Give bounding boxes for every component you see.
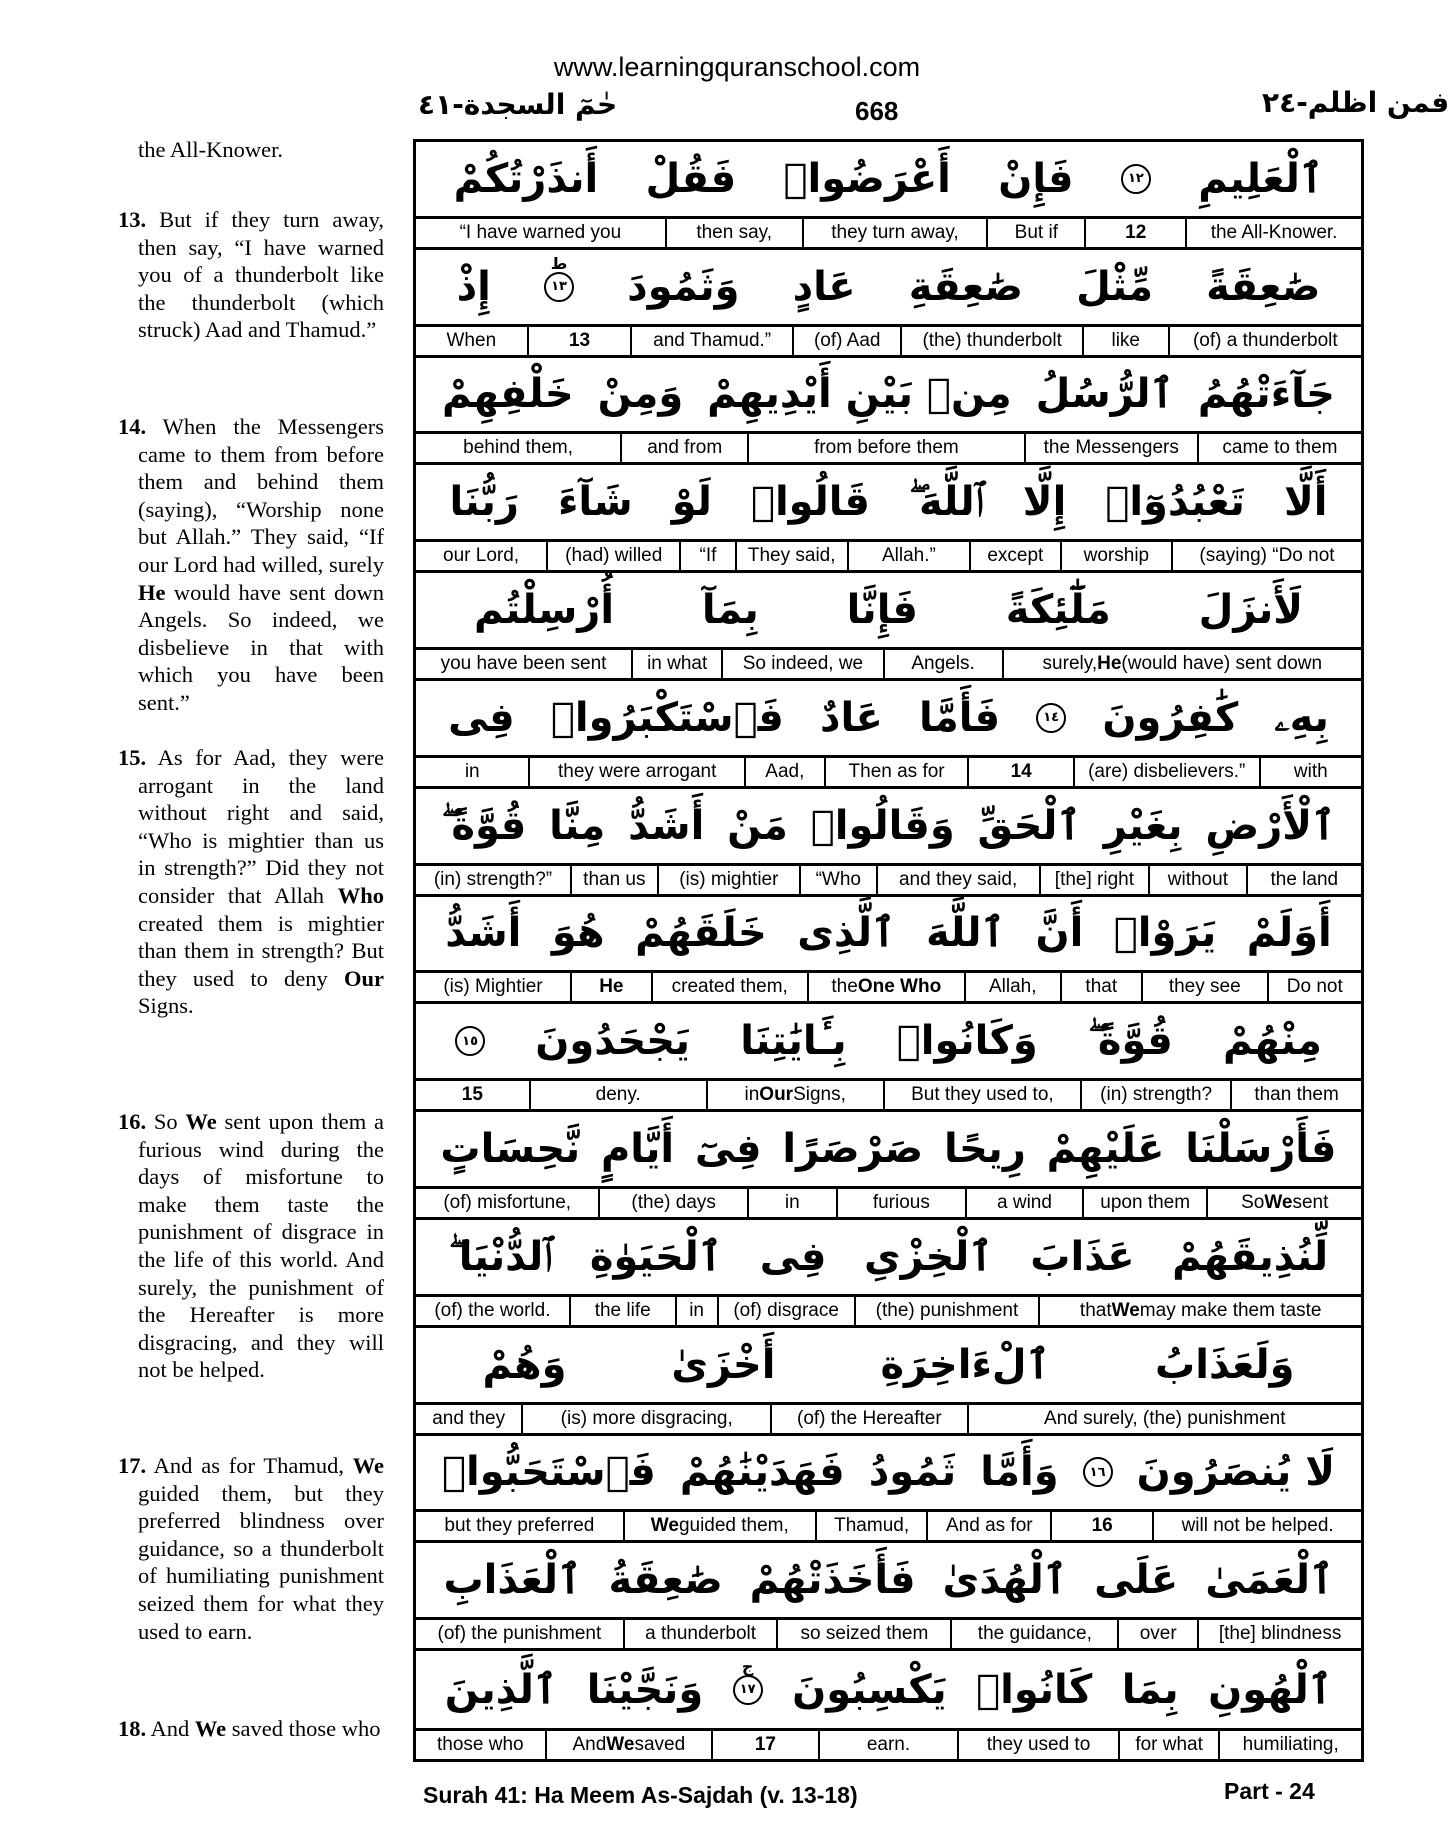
translation-cell: in what <box>633 650 723 678</box>
arabic-word: وَهُمْ <box>482 1341 567 1388</box>
translation-cell: (of) the world. <box>416 1297 571 1325</box>
arabic-word: أُرْسِلْتُم <box>473 587 615 634</box>
translation-cell: (the) thunderbolt <box>902 327 1083 355</box>
arabic-row <box>416 142 1361 219</box>
arabic-word: ٱلْهُونِ <box>1208 1666 1333 1713</box>
translation-cell: but they preferred <box>416 1512 625 1540</box>
english-row <box>416 1512 1361 1543</box>
verse-number-cell: 17 <box>713 1731 820 1759</box>
translation-cell: the One Who <box>809 973 966 1001</box>
verse-end-marker-icon <box>455 1026 485 1056</box>
arabic-word: أَنذَرْتُكُمْ <box>453 155 599 202</box>
arabic-word: جَآءَتْهُمُ <box>1197 371 1335 418</box>
table-band <box>416 1328 1361 1436</box>
translation-cell: like <box>1084 327 1170 355</box>
translation-cell: than us <box>572 866 659 894</box>
translation-cell: they were arrogant <box>530 758 746 786</box>
english-row <box>416 1405 1361 1436</box>
translation-cell: the Messengers <box>1026 434 1199 462</box>
translation-cell: worship <box>1062 542 1173 570</box>
translation-cell: the All-Knower. <box>1210 221 1338 243</box>
translation-cell: upon them <box>1084 1189 1209 1217</box>
arabic-word: فَٱسْتَحَبُّوا۟ <box>442 1449 656 1496</box>
page-number: 668 <box>855 96 899 126</box>
table-band <box>416 1004 1361 1112</box>
arabic-word: ٱلْحَقِّ <box>977 802 1081 849</box>
arabic-word: يَرَوْا۟ <box>1113 910 1217 957</box>
translation-cell: “I have warned you <box>416 219 667 247</box>
arabic-word: ٱلْحَيَوٰةِ <box>589 1233 723 1280</box>
arabic-word: ثَمُودُ <box>868 1449 957 1496</box>
arabic-word: بِغَيْرِ <box>1103 802 1183 849</box>
arabic-word: وَثَمُودَ <box>627 263 740 310</box>
translation-cell: (the) punishment <box>856 1297 1041 1325</box>
translation-cell: And surely, (the) punishment <box>1044 1407 1286 1429</box>
translation-cell: that We may make them taste <box>1079 1299 1322 1321</box>
table-band <box>416 358 1361 466</box>
arabic-word: وَكَانُوا۟ <box>896 1018 1038 1065</box>
translation-cell: our Lord, <box>416 542 548 570</box>
arabic-row <box>416 1651 1361 1731</box>
pause-sign-icon: ج <box>741 1656 754 1676</box>
translation-cell: [the] right <box>1041 866 1150 894</box>
arabic-row <box>416 1328 1361 1405</box>
table-band <box>416 1220 1361 1328</box>
arabic-word: عَلَيْهِمْ <box>1046 1126 1165 1173</box>
translation-cell: and from <box>622 434 749 462</box>
translation-cell: except <box>971 542 1062 570</box>
arabic-row <box>416 358 1361 435</box>
arabic-word: أَلَّا <box>1283 479 1328 526</box>
header-surah-arabic: حٰمٓ السجدة-٤١ <box>418 88 618 121</box>
arabic-word: تَعْبُدُوٓا۟ <box>1105 479 1245 526</box>
arabic-word: رِيحًا <box>943 1126 1026 1173</box>
arabic-word: لَا يُنصَرُونَ <box>1136 1449 1335 1496</box>
translation-cell: (in) strength? <box>1082 1081 1232 1109</box>
table-band <box>416 897 1361 1005</box>
english-row <box>416 327 1361 358</box>
translation-cell: furious <box>838 1189 967 1217</box>
arabic-word: أَشَدُّ <box>445 910 522 957</box>
verse-number: 16. <box>118 1109 147 1134</box>
arabic-word: فَأَرْسَلْنَا <box>1185 1126 1337 1173</box>
table-band <box>416 1543 1361 1651</box>
arabic-word: ٱللَّهَ <box>925 910 1005 957</box>
verse-marker-number: ١٤ <box>1043 710 1060 726</box>
verse-text: So We sent upon them a furious wind during the days of misfortune to make them taste the punishment of disgrace in the life of this world. And surely, the punishment of the Hereafter is more disgracing, and they will not be helped. <box>138 1109 385 1383</box>
arabic-word: مِنۢ بَيْنِ أَيْدِيهِمْ <box>707 371 1012 418</box>
arabic-word: بِـَٔايَٰتِنَا <box>740 1018 847 1065</box>
translation-cell: and they <box>416 1405 523 1433</box>
arabic-word: بِمَآ <box>701 587 759 634</box>
arabic-word: عَادٌ <box>819 694 883 741</box>
arabic-row <box>416 897 1361 974</box>
translation-cell: Angels. <box>885 650 1004 678</box>
translation-cell: than them <box>1254 1084 1339 1106</box>
verse-number-cell: 14 <box>969 758 1074 786</box>
arabic-word: إِذْ <box>456 263 491 310</box>
translation-cell: But they used to, <box>885 1081 1082 1109</box>
table-band <box>416 789 1361 897</box>
arabic-word: لَأَنزَلَ <box>1198 587 1304 634</box>
arabic-word: بِهِۦ <box>1274 694 1329 741</box>
verse-number-cell: 13 <box>529 327 633 355</box>
translation-cell: they used to <box>959 1731 1119 1759</box>
translation-cell: in <box>677 1297 719 1325</box>
arabic-word: ٱلدُّنْيَا ۖ <box>448 1233 553 1280</box>
arabic-word: أَوَلَمْ <box>1246 910 1332 957</box>
verse-end-marker-icon <box>1121 164 1151 194</box>
translation-cell: (are) disbelievers.” <box>1075 758 1261 786</box>
translation-cell: earn. <box>820 1731 960 1759</box>
arabic-word: قَالُوا۟ <box>750 479 870 526</box>
arabic-word: ٱلْعَذَابِ <box>443 1557 582 1604</box>
arabic-word: مِّثْلَ <box>1076 263 1153 310</box>
arabic-word: وَمِنْ <box>597 371 684 418</box>
verse-number: 15. <box>118 745 147 770</box>
verse-end-marker-icon <box>1036 703 1066 733</box>
arabic-word: وَلَعَذَابُ <box>1155 1341 1295 1388</box>
verse-text: And as for Thamud, We guided them, but they preferred blindness over guidance, so a thunderbolt of humiliating punishment seized them for what they used to earn. <box>138 1453 384 1644</box>
translation-cell: [the] blindness <box>1218 1623 1342 1645</box>
translation-cell: in <box>749 1189 838 1217</box>
translation-cell: And We saved <box>547 1731 713 1759</box>
arabic-word: لِّنُذِيقَهُمْ <box>1172 1233 1329 1280</box>
arabic-word: صَرْصَرًا <box>782 1126 924 1173</box>
arabic-word: ٱلْهُدَىٰ <box>942 1557 1068 1604</box>
translation-cell: We guided them, <box>625 1512 817 1540</box>
translation-cell: the life <box>571 1297 677 1325</box>
english-row <box>416 1189 1361 1220</box>
translation-cell: (of) a thunderbolt <box>1192 329 1338 351</box>
arabic-word: نَّحِسَاتٍ <box>440 1126 581 1173</box>
translation-cell: Then as for <box>826 758 970 786</box>
arabic-word: قُوَّةً ۖ <box>441 802 527 849</box>
translation-cell: (of) the punishment <box>416 1620 625 1648</box>
translation-cell: And as for <box>928 1512 1052 1540</box>
arabic-word: فَأَخَذَتْهُمْ <box>749 1557 916 1604</box>
translation-cell: humiliating, <box>1242 1733 1339 1755</box>
translation-cell: the guidance, <box>952 1620 1119 1648</box>
arabic-word: ٱللَّهَ ۖ <box>909 479 984 526</box>
english-row <box>416 1620 1361 1651</box>
translation-cell: Allah.” <box>849 542 971 570</box>
verse-text: the All-Knower. <box>138 137 283 162</box>
arabic-word: ٱلْأَرْضِ <box>1205 802 1336 849</box>
translation-cell: they turn away, <box>804 219 989 247</box>
verse-number-cell: 12 <box>1086 219 1187 247</box>
translation-cell: (of) disgrace <box>719 1297 856 1325</box>
arabic-word: خَلْفِهِمْ <box>441 371 574 418</box>
english-row <box>416 434 1361 465</box>
arabic-row <box>416 789 1361 866</box>
translation-cell: and Thamud.” <box>632 327 794 355</box>
verse-marker-number: ١٣ <box>551 279 567 295</box>
english-row <box>416 973 1361 1004</box>
verse-number: 13. <box>118 207 147 232</box>
translation-cell: behind them, <box>416 434 622 462</box>
verse-end-marker-icon <box>1083 1457 1113 1487</box>
arabic-word: لَوْ <box>671 479 712 526</box>
arabic-word: مِنَّا <box>549 802 606 849</box>
arabic-word: قُوَّةً ۖ <box>1087 1018 1173 1065</box>
verse-translation <box>118 1715 384 1743</box>
translation-cell: from before them <box>749 434 1026 462</box>
verse-number-cell: 16 <box>1052 1512 1154 1540</box>
arabic-word: هُوَ <box>551 910 605 957</box>
english-row <box>416 542 1361 573</box>
verse-number-cell: 15 <box>416 1081 531 1109</box>
translation-cell: Thamud, <box>817 1512 929 1540</box>
translation-cell: over <box>1119 1620 1199 1648</box>
english-row <box>416 650 1361 681</box>
header-part-arabic: فمن اظلم-٢٤ <box>1262 86 1450 119</box>
english-row <box>416 1081 1361 1112</box>
arabic-word: أَنَّ <box>1035 910 1084 957</box>
verse-translation <box>118 413 384 717</box>
english-row <box>416 219 1361 250</box>
translation-cell: you have been sent <box>416 650 633 678</box>
translation-cell: came to them <box>1222 437 1338 459</box>
arabic-word: ٱلرُّسُلُ <box>1035 371 1174 418</box>
arabic-row <box>416 1004 1361 1081</box>
verse-text: But if they turn away, then say, “I have warned you of a thunderbolt like the thunderbolt (which struck) Aad and Thamud.” <box>138 207 384 343</box>
translation-cell: He <box>572 973 653 1001</box>
arabic-row <box>416 465 1361 542</box>
translation-cell: with <box>1293 760 1328 782</box>
verse-number: 17. <box>118 1453 147 1478</box>
translation-cell: But if <box>988 219 1086 247</box>
table-band <box>416 142 1361 250</box>
translation-cell: (had) willed <box>548 542 681 570</box>
english-row <box>416 758 1361 789</box>
translation-cell: (is) Mightier <box>416 973 572 1001</box>
arabic-word: ٱلْءَاخِرَةِ <box>880 1341 1051 1388</box>
translation-cell: “Who <box>801 866 878 894</box>
translation-cell: Allah, <box>966 973 1062 1001</box>
table-band <box>416 465 1361 573</box>
english-row <box>416 1731 1361 1759</box>
translation-cell: Aad, <box>746 758 826 786</box>
translation-cell: (is) more disgracing, <box>523 1405 772 1433</box>
arabic-word: عَذَابَ <box>1030 1233 1135 1280</box>
arabic-word: مِنْهُمْ <box>1223 1018 1322 1065</box>
arabic-word: أَشَدُّ <box>628 802 705 849</box>
verse-translation <box>118 206 384 344</box>
verse-number: 18. <box>118 1716 147 1741</box>
translation-cell: Do not <box>1286 976 1343 998</box>
translation-cell: that <box>1062 973 1143 1001</box>
arabic-word: ٱلْعَمَىٰ <box>1205 1557 1334 1604</box>
arabic-word: شَآءَ <box>557 479 633 526</box>
arabic-row <box>416 681 1361 758</box>
arabic-word: أَخْزَىٰ <box>671 1341 776 1388</box>
arabic-row <box>416 1220 1361 1297</box>
table-band <box>416 1651 1361 1759</box>
arabic-word: وَنَجَّيْنَا <box>586 1666 704 1713</box>
table-band <box>416 250 1361 358</box>
translation-cell: they see <box>1143 973 1269 1001</box>
translation-cell: (the) days <box>600 1189 749 1217</box>
translation-cell: those who <box>416 1731 547 1759</box>
arabic-word: فِى <box>448 694 515 741</box>
pause-sign-icon: ط <box>550 253 568 273</box>
arabic-word: ٱلْعَلِيمِ <box>1198 155 1324 202</box>
arabic-word: يَكْسِبُونَ <box>792 1666 947 1713</box>
arabic-word: ٱلَّذِى <box>797 910 896 957</box>
arabic-word: صَٰعِقَةُ <box>608 1557 723 1604</box>
table-band <box>416 1436 1361 1544</box>
table-band <box>416 573 1361 681</box>
translation-cell: (of) Aad <box>794 327 902 355</box>
verse-end-marker-icon <box>544 253 574 302</box>
verse-marker-number: ١٧ <box>739 1682 756 1698</box>
translation-cell: then say, <box>667 219 804 247</box>
arabic-word: صَٰعِقَةً <box>1206 263 1321 310</box>
translation-cell: the land <box>1270 868 1339 890</box>
arabic-word: عَادٍ <box>792 263 856 310</box>
translation-cell: a thunderbolt <box>625 1620 779 1648</box>
arabic-word: فَٱسْتَكْبَرُوا۟ <box>550 694 784 741</box>
translation-cell: (in) strength?” <box>416 866 572 894</box>
translation-cell: for what <box>1120 1731 1221 1759</box>
word-by-word-table <box>413 139 1364 1762</box>
arabic-word: خَلَقَهُمْ <box>635 910 767 957</box>
website-url: www.learningquranschool.com <box>553 52 921 82</box>
arabic-word: فَإِنَّا <box>846 587 918 634</box>
verse-translation <box>118 1108 384 1384</box>
verse-text: When the Messengers came to them from before them and behind them (saying), “Worship none but Allah.” They said, “If our Lord had willed, surely He would have sent down Angels. So indeed, we disbelieve in that with which you have been sent.” <box>138 414 384 715</box>
arabic-row <box>416 573 1361 650</box>
translation-cell: will not be helped. <box>1181 1515 1334 1537</box>
translation-cell: (is) mightier <box>659 866 801 894</box>
translation-cell: so seized them <box>778 1620 952 1648</box>
arabic-word: رَبُّنَا <box>449 479 519 526</box>
footer-part-label: Part - 24 <box>1224 1778 1315 1804</box>
arabic-word: ٱلَّذِينَ <box>444 1666 558 1713</box>
translation-cell: a wind <box>967 1189 1084 1217</box>
arabic-word: وَقَالُوا۟ <box>810 802 955 849</box>
translation-cell: So We sent <box>1241 1191 1329 1213</box>
translation-cell: (saying) “Do not <box>1199 545 1335 567</box>
translation-cell: surely, He (would have) sent down <box>1042 652 1323 674</box>
arabic-word: صَٰعِقَةِ <box>908 263 1023 310</box>
translation-cell: “If <box>681 542 736 570</box>
arabic-word: كَانُوا۟ <box>976 1666 1093 1713</box>
verse-translation <box>118 136 384 164</box>
footer-surah-title: Surah 41: Ha Meem As-Sajdah (v. 13-18) <box>423 1782 858 1808</box>
verse-translation <box>118 1452 384 1645</box>
arabic-row <box>416 250 1361 327</box>
table-band <box>416 681 1361 789</box>
arabic-word: ٱلْخِزْىِ <box>863 1233 993 1280</box>
arabic-word: فَأَمَّا <box>919 694 1001 741</box>
translation-cell: (of) misfortune, <box>416 1189 600 1217</box>
verse-end-marker-icon <box>733 1656 763 1705</box>
table-band <box>416 1112 1361 1220</box>
translation-cell: (of) the Hereafter <box>772 1405 968 1433</box>
arabic-row <box>416 1436 1361 1513</box>
translation-cell: in <box>416 758 530 786</box>
verse-marker-number: ١٦ <box>1089 1464 1106 1480</box>
arabic-word: فِىٓ <box>694 1126 762 1173</box>
translation-cell: in Our Signs, <box>708 1081 885 1109</box>
arabic-row <box>416 1543 1361 1620</box>
arabic-word: يَجْحَدُونَ <box>535 1018 691 1065</box>
english-row <box>416 1297 1361 1328</box>
verse-number: 14. <box>118 414 147 439</box>
translation-cell: So indeed, we <box>723 650 884 678</box>
arabic-word: مَنْ <box>727 802 788 849</box>
arabic-word: أَعْرَضُوا۟ <box>783 155 951 202</box>
arabic-word: كَٰفِرُونَ <box>1102 694 1239 741</box>
english-row <box>416 866 1361 897</box>
arabic-word: فَهَدَيْنَٰهُمْ <box>679 1449 845 1496</box>
translation-cell: created them, <box>653 973 809 1001</box>
translation-cell: They said, <box>737 542 849 570</box>
translation-cell: without <box>1150 866 1247 894</box>
arabic-word: فَقُلْ <box>645 155 737 202</box>
arabic-word: أَيَّامٍ <box>600 1126 675 1173</box>
translation-cell: and they said, <box>878 866 1041 894</box>
arabic-word: فَإِنْ <box>998 155 1074 202</box>
arabic-word: إِلَّا <box>1022 479 1067 526</box>
verse-translation <box>118 744 384 1020</box>
translation-column <box>118 0 384 1822</box>
arabic-word: وَأَمَّا <box>980 1449 1059 1496</box>
translation-cell: When <box>416 327 529 355</box>
verse-marker-number: ١٥ <box>462 1033 479 1049</box>
arabic-word: عَلَى <box>1094 1557 1179 1604</box>
verse-marker-number: ١٢ <box>1127 171 1144 187</box>
arabic-word: مَلَٰٓئِكَةً <box>1005 587 1111 634</box>
arabic-word: فِى <box>759 1233 827 1280</box>
arabic-word: بِمَا <box>1121 1666 1179 1713</box>
translation-cell: deny. <box>531 1081 708 1109</box>
verse-text: And We saved those who <box>150 1716 381 1741</box>
verse-text: As for Aad, they were arrogant in the land without right and said, “Who is mightier than us in strength?” Did they not consider that Allah Who created them is mightier than them in strength? But they used to deny Our Signs. <box>138 745 384 1019</box>
arabic-row <box>416 1112 1361 1189</box>
